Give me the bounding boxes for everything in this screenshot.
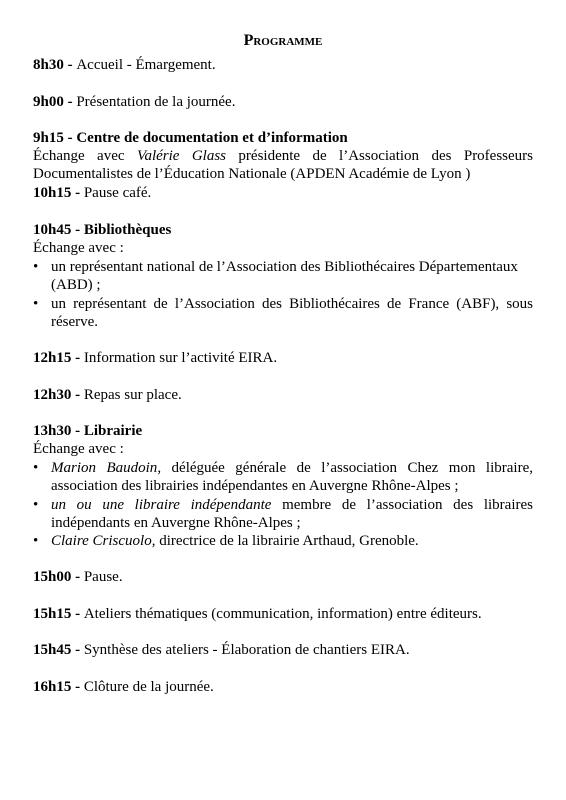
entry-time: 10h15: [33, 185, 72, 201]
lib-bullet2-line1: un ou une libraire indépendante membre de l’association des libraires: [51, 497, 533, 513]
entry-ateliers: 15h15 - Ateliers thématiques (communication, information) entre éditeurs.: [33, 606, 482, 622]
bib-intro: Échange avec :: [33, 240, 124, 256]
entry-time: 12h30: [33, 387, 72, 403]
entry-repas: 12h30 - Repas sur place.: [33, 387, 182, 403]
lib-bullet1-line2: association des librairies indépendantes en Auvergne Rhône-Alpes ;: [51, 478, 459, 494]
entry-time: 12h15: [33, 350, 72, 366]
entry-time: 15h15: [33, 606, 72, 622]
entry-text: Ateliers thématiques (communication, information) entre éditeurs.: [83, 606, 482, 622]
lib-bullet1-line1: Marion Baudoin, déléguée générale de l’association Chez mon libraire,: [51, 460, 533, 476]
bib-bullet1-line1: un représentant national de l’Association des Bibliothécaires Départementaux: [51, 259, 518, 275]
entry-text: Pause café.: [83, 185, 152, 201]
lib-intro: Échange avec :: [33, 441, 124, 457]
entry-text: Synthèse des ateliers - Élaboration de chantiers EIRA.: [83, 642, 410, 658]
bib-bullet2-line1: un représentant de l’Association des Bibliothécaires de France (ABF), sous: [51, 296, 533, 312]
bullet-marker: •: [33, 296, 39, 312]
section-heading-bibliotheques: 10h45 - Bibliothèques: [33, 222, 172, 238]
section-heading-cdi: 9h15 - Centre de documentation et d’information: [33, 130, 348, 146]
bib-bullet2-line2: réserve.: [51, 314, 99, 330]
entry-time: 15h45: [33, 642, 72, 658]
entry-text: Repas sur place.: [83, 387, 182, 403]
bullet-marker: •: [33, 497, 39, 513]
entry-information: 12h15 - Information sur l’activité EIRA.: [33, 350, 278, 366]
entry-pause: 15h00 - Pause.: [33, 569, 123, 585]
entry-time: 15h00: [33, 569, 72, 585]
speaker-name: Claire Criscuolo: [51, 533, 152, 549]
lib-bullet3-line1: Claire Criscuolo, directrice de la librairie Arthaud, Grenoble.: [51, 533, 419, 549]
bullet-marker: •: [33, 259, 39, 275]
entry-text: Information sur l’activité EIRA.: [83, 350, 278, 366]
speaker-name: Marion Baudoin: [51, 460, 158, 476]
entry-text: Pause.: [83, 569, 123, 585]
bullet-marker: •: [33, 533, 39, 549]
entry-text: Présentation de la journée.: [76, 94, 236, 110]
entry-presentation: 9h00 - Présentation de la journée.: [33, 94, 236, 110]
entry-time: 9h00: [33, 94, 64, 110]
lib-bullet2-line2: indépendants en Auvergne Rhône-Alpes ;: [51, 515, 301, 531]
entry-text: Accueil - Émargement.: [76, 57, 216, 73]
bullet-marker: •: [33, 460, 39, 476]
bib-bullet1-line2: (ABD) ;: [51, 277, 101, 293]
entry-text: Clôture de la journée.: [83, 679, 214, 695]
page-title: Programme: [243, 32, 323, 49]
section-heading-librairie: 13h30 - Librairie: [33, 423, 143, 439]
entry-accueil: 8h30 - Accueil - Émargement.: [33, 57, 216, 73]
speaker-name: un ou une libraire indépendante: [51, 497, 272, 513]
entry-time: 16h15: [33, 679, 72, 695]
entry-pause-cafe: 10h15 - Pause café.: [33, 185, 152, 201]
entry-time: 8h30: [33, 57, 64, 73]
entry-synthese: 15h45 - Synthèse des ateliers - Élaboration de chantiers EIRA.: [33, 642, 410, 658]
cdi-paragraph-line2: Documentalistes de l’Éducation Nationale (APDEN Académie de Lyon ): [33, 166, 471, 182]
cdi-paragraph-line1: Échange avec Valérie Glass présidente de l’Association des Professeurs: [33, 148, 534, 164]
speaker-name: Valérie Glass: [136, 148, 227, 164]
entry-cloture: 16h15 - Clôture de la journée.: [33, 679, 214, 695]
